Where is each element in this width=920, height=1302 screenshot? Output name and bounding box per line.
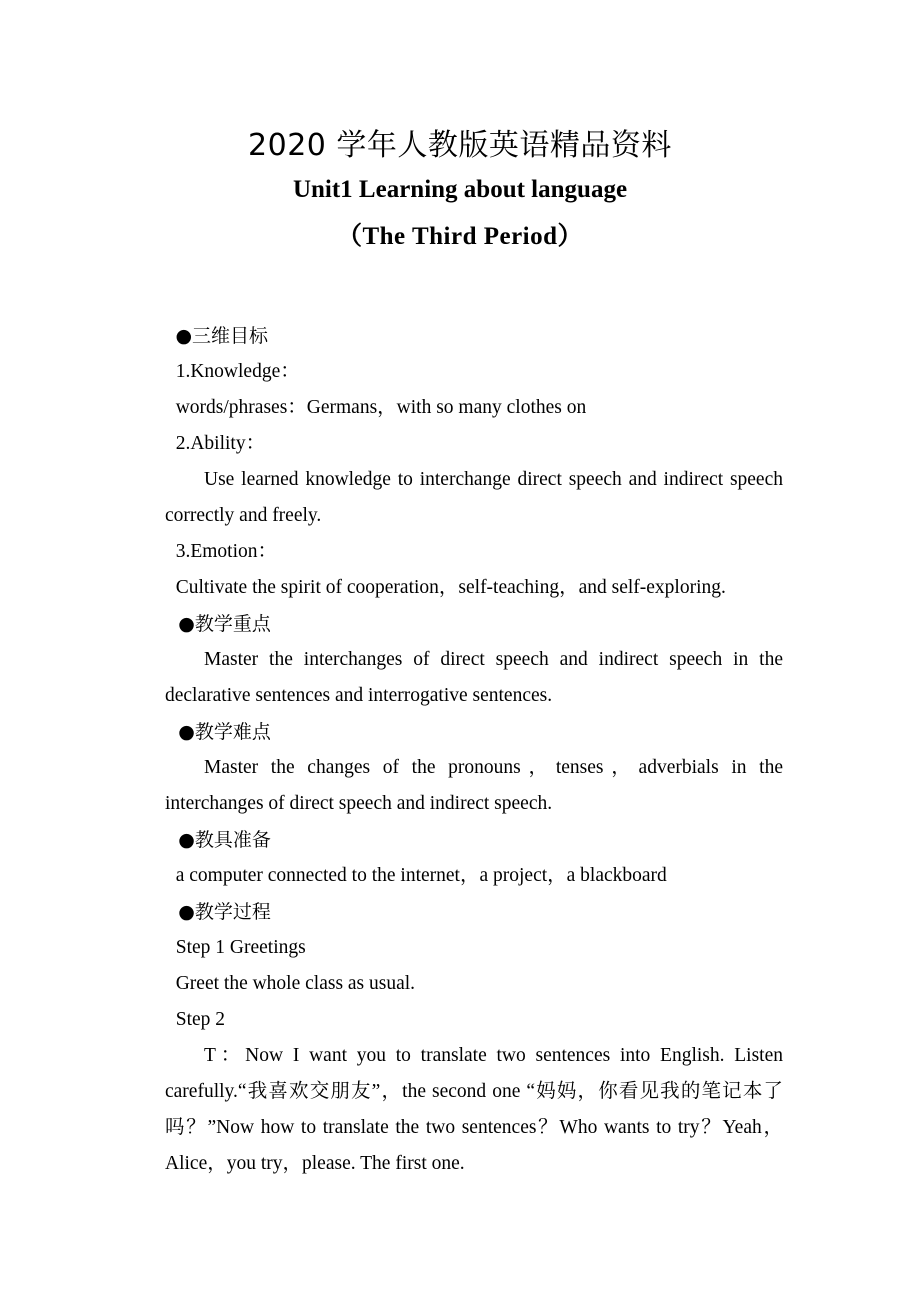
emotion-label: 3.Emotion：	[175, 541, 278, 562]
lesson-subtitle-period: （The Third Period）	[336, 223, 584, 250]
step1-body: Greet the whole class as usual.	[175, 973, 416, 994]
key-points-heading: ●教学重点	[178, 613, 271, 635]
step2-body: T：Now I want you to translate two sentences into English. Listen carefully.“我喜欢交朋友”，the second one “妈妈，你看见我的笔记本了吗？”Now how to translate the two sentences？Who wants to try？Yeah，Alice，you try，please. The first one.	[165, 1045, 783, 1174]
key-points-body: Master the interchanges of direct speech and indirect speech in the declarative sentences and interrogative sentences.	[165, 649, 783, 706]
step1-label: Step 1 Greetings	[175, 937, 306, 958]
objectives-heading: ●三维目标	[175, 325, 269, 347]
knowledge-label: 1.Knowledge：	[175, 361, 300, 382]
difficult-points-heading: ●教学难点	[178, 721, 271, 743]
teaching-aids-heading: ●教具准备	[178, 829, 271, 851]
document-body	[165, 318, 783, 1182]
ability-body: Use learned knowledge to interchange direct speech and indirect speech correctly and freely.	[165, 469, 783, 526]
difficult-points-body: Master the changes of the pronouns，tenses，adverbials in the interchanges of direct speech and indirect speech.	[165, 757, 783, 814]
procedure-heading: ●教学过程	[178, 901, 271, 923]
lesson-subtitle-unit: Unit1 Learning about language	[292, 176, 628, 203]
page-title: 2020 学年人教版英语精品资料	[248, 128, 672, 163]
emotion-body: Cultivate the spirit of cooperation，self-teaching，and self-exploring.	[175, 577, 726, 598]
ability-label: 2.Ability：	[175, 433, 266, 454]
words-phrases-line: words/phrases：Germans，with so many clothes on	[175, 397, 587, 418]
teaching-aids-body: a computer connected to the internet，a project，a blackboard	[175, 865, 667, 886]
step2-label: Step 2	[175, 1009, 226, 1030]
document-header	[0, 126, 920, 260]
